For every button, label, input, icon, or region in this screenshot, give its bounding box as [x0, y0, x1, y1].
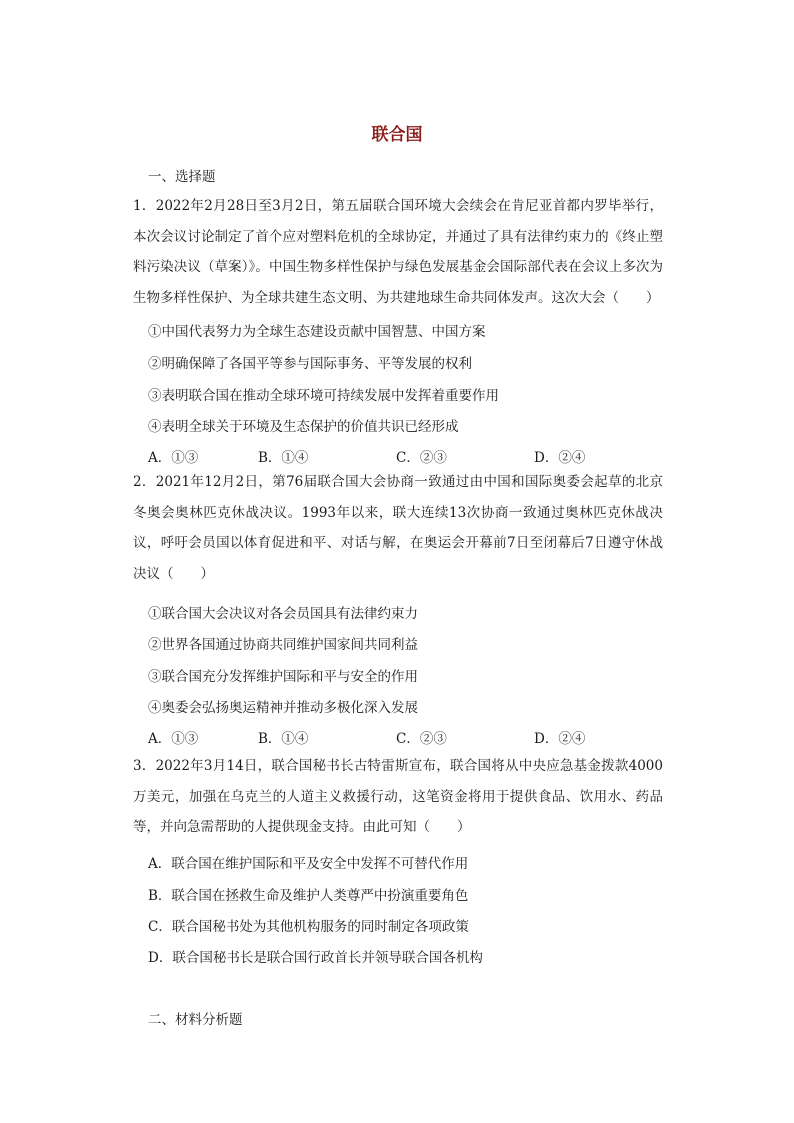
question-2-stem: 2．2021年12月2日，第76届联合国大会协商一致通过由中国和国际奥委会起草的北京冬奥会奥林匹克休战决议。1993年以来，联大连续13次协商一致通过奥林匹克休战决议，呼吁会员国以体育促进和平、对话与解，在奥运会开幕前7日至闭幕后7日遵守休战决议（ ）	[133, 474, 663, 582]
question-3-option-b: B．联合国在拯救生命及维护人类尊严中扮演重要角色	[148, 888, 469, 904]
question-2-choice-d: D．②④	[534, 731, 586, 747]
question-2-choice-a: A．①③	[148, 731, 199, 747]
question-1-option-3: ③表明联合国在推动全球环境可持续发展中发挥着重要作用	[148, 388, 499, 404]
question-1-stem: 1．2022年2月28日至3月2日，第五届联合国环境大会续会在肯尼亚首都内罗毕举行，本次会议讨论制定了首个应对塑料危机的全球协定，并通过了具有法律约束力的《终止塑料污染决议（草案）》。中国生物多样性保护与绿色发展基金会国际部代表在会议上多次为生物多样性保护、为全球共建生态文明、为共建地球生命共同体发声。这次大会（ ）	[133, 198, 663, 306]
question-3-option-d: D．联合国秘书长是联合国行政首长并领导联合国各机构	[148, 950, 483, 966]
question-1-choice-a: A．①③	[148, 450, 199, 466]
question-1-choice-d: D．②④	[534, 450, 586, 466]
question-2-option-2: ②世界各国通过协商共同维护国家间共同利益	[148, 637, 418, 653]
question-2-option-4: ④奥委会弘扬奥运精神并推动多极化深入发展	[148, 700, 418, 716]
question-1-option-4: ④表明全球关于环境及生态保护的价值共识已经形成	[148, 419, 459, 435]
question-1-choices	[148, 446, 618, 466]
question-3-option-c: C．联合国秘书处为其他机构服务的同时制定各项政策	[148, 919, 469, 935]
question-2-option-1: ①联合国大会决议对各会员国具有法律约束力	[148, 606, 418, 622]
question-2-option-3: ③联合国充分发挥维护国际和平与安全的作用	[148, 669, 418, 685]
section-heading-material: 二、材料分析题	[148, 1012, 243, 1028]
question-1-option-1: ①中国代表努力为全球生态建设贡献中国智慧、中国方案	[148, 324, 486, 340]
question-1-choice-c: C．②③	[396, 450, 447, 466]
question-1-option-2: ②明确保障了各国平等参与国际事务、平等发展的权利	[148, 356, 472, 372]
question-2-choice-c: C．②③	[396, 731, 447, 747]
question-2-choices	[148, 727, 618, 747]
question-1-choice-b: B．①④	[258, 450, 309, 466]
question-2-choice-b: B．①④	[258, 731, 309, 747]
question-3-option-a: A．联合国在维护国际和平及安全中发挥不可替代作用	[148, 856, 469, 872]
section-heading-choice: 一、选择题	[148, 169, 216, 185]
page-title: 联合国	[371, 125, 423, 145]
question-3-stem: 3．2022年3月14日，联合国秘书长古特雷斯宣布，联合国将从中央应急基金拨款4000万美元，加强在乌克兰的人道主义救援行动，这笔资金将用于提供食品、饮用水、药品等，并向急需帮助的人提供现金支持。由此可知（ ）	[133, 758, 663, 835]
